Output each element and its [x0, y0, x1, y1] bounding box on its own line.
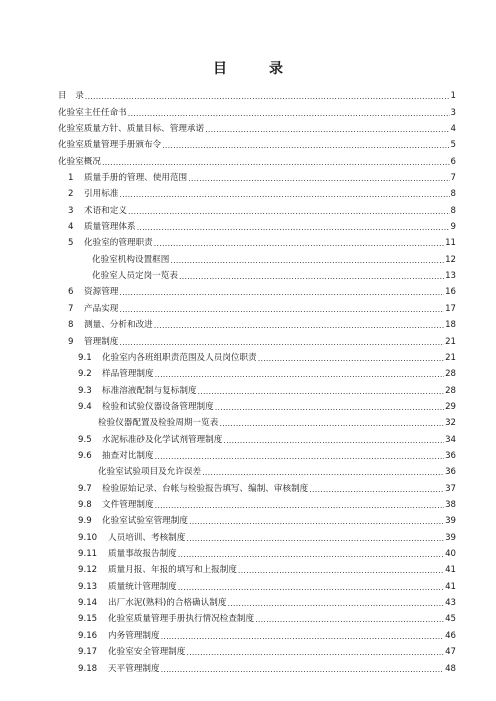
toc-entry-title: 化验室质量方针、质量目标、管理承诺 — [58, 123, 205, 134]
toc-entry-title: 化验室的管理职责 — [84, 238, 153, 249]
toc-entry[interactable] — [78, 560, 456, 576]
toc-entry-number: 9.10 — [78, 532, 98, 543]
toc-dot-leader — [119, 189, 449, 200]
toc-entry-title: 天平管理制度 — [108, 663, 160, 674]
toc-entry-number: 9.4 — [78, 401, 92, 412]
toc-page-number: 41 — [445, 565, 456, 576]
toc-entry-number: 7 — [68, 303, 74, 314]
toc-entry[interactable] — [78, 642, 456, 658]
toc-page-number: 36 — [445, 467, 456, 478]
toc-dot-leader — [102, 157, 450, 168]
toc-entry-title: 化验室内各班组职责范围及人员岗位职责 — [102, 352, 257, 363]
toc-dot-leader — [128, 206, 450, 217]
toc-page-number: 28 — [445, 369, 456, 380]
toc-entry[interactable] — [78, 609, 456, 625]
toc-page-number: 39 — [445, 516, 456, 527]
toc-entry-title: 检验仪器配置及检验周期一览表 — [98, 418, 219, 429]
toc-entry[interactable] — [78, 446, 456, 462]
toc-dot-leader — [219, 418, 444, 429]
toc-entry[interactable] — [78, 380, 456, 396]
toc-page-number: 6 — [450, 156, 456, 167]
toc-entry-number: 9.17 — [78, 647, 98, 658]
toc-page-number: 8 — [450, 205, 456, 216]
toc-page-number: 21 — [445, 336, 456, 347]
toc-entry[interactable] — [58, 119, 456, 135]
toc-entry[interactable] — [78, 658, 456, 674]
toc-entry-title: 样品管理制度 — [102, 369, 154, 380]
toc-page-number: 45 — [445, 614, 456, 625]
toc-dot-leader — [119, 337, 444, 348]
toc-entry[interactable] — [68, 233, 456, 249]
toc-page-number: 21 — [445, 352, 456, 363]
toc-entry[interactable] — [78, 397, 456, 413]
toc-entry-title: 水泥标准砂及化学试剂管理制度 — [102, 434, 223, 445]
toc-entry-title: 化验室主任任命书 — [58, 107, 127, 118]
toc-dot-leader — [128, 108, 450, 119]
toc-entry[interactable] — [68, 331, 456, 347]
toc-entry-number: 3 — [68, 205, 74, 216]
toc-entry[interactable] — [58, 135, 456, 151]
toc-page-number: 8 — [450, 189, 456, 200]
toc-entry-number: 9.14 — [78, 598, 98, 609]
toc-entry-title: 化验室试验室管理制度 — [102, 516, 188, 527]
toc-entry-title: 人员培训、考核制度 — [108, 532, 186, 543]
toc-dot-leader — [85, 91, 450, 102]
toc-dot-leader — [186, 647, 444, 658]
toc-dot-leader — [119, 304, 444, 315]
toc-entry-number: 5 — [68, 238, 74, 249]
toc-entry-number: 4 — [68, 222, 74, 233]
toc-dot-leader — [155, 451, 444, 462]
toc-page-number: 17 — [445, 303, 456, 314]
toc-entry[interactable] — [78, 593, 456, 609]
toc-entry[interactable] — [78, 495, 456, 511]
toc-dot-leader — [198, 386, 445, 397]
toc-entry-title: 化验室试验项目及允许误差 — [98, 467, 202, 478]
toc-page-number: 7 — [450, 173, 456, 184]
toc-entry-number: 9.15 — [78, 614, 98, 625]
toc-page-number: 48 — [445, 663, 456, 674]
toc-entry-title: 质量事故报告制度 — [108, 549, 177, 560]
toc-page-number: 37 — [445, 483, 456, 494]
toc-page-number: 29 — [445, 401, 456, 412]
toc-entry-title: 术语和定义 — [84, 205, 127, 216]
toc-entry-number: 9.11 — [78, 549, 98, 560]
toc-page-number: 41 — [445, 581, 456, 592]
toc-entry-title: 化验室机构设置框图 — [92, 254, 170, 265]
toc-dot-leader — [155, 369, 444, 380]
toc-page-number: 1 — [450, 91, 456, 102]
toc-entry-number: 9.16 — [78, 630, 98, 641]
toc-page-number: 47 — [445, 647, 456, 658]
toc-dot-leader — [178, 549, 444, 560]
toc-page-number: 11 — [445, 238, 456, 249]
toc-dot-leader — [155, 500, 444, 511]
toc-page-number: 13 — [445, 271, 456, 282]
toc-dot-leader — [309, 484, 444, 495]
toc-page-number: 5 — [450, 140, 456, 151]
toc-dot-leader — [255, 614, 444, 625]
toc-entry-number: 9.5 — [78, 434, 92, 445]
toc-entry-title: 测量、分析和改进 — [84, 320, 153, 331]
toc-entry-number: 1 — [68, 173, 74, 184]
toc-entry-number: 2 — [68, 189, 74, 200]
toc-entry[interactable] — [78, 626, 456, 642]
toc-entry-title: 引用标准 — [84, 189, 119, 200]
toc-entry-title: 化验室质量管理手册颁布令 — [58, 140, 162, 151]
toc-dot-leader — [205, 124, 449, 135]
toc-entry-number: 9.6 — [78, 450, 92, 461]
toc-dot-leader — [186, 533, 444, 544]
toc-entry-title: 质量手册的管理、使用范围 — [84, 173, 188, 184]
toc-entry-number: 9.9 — [78, 516, 92, 527]
toc-entry[interactable] — [78, 364, 456, 380]
toc-entry[interactable] — [92, 250, 456, 266]
toc-entry[interactable] — [68, 217, 456, 233]
toc-entry-number: 9.13 — [78, 581, 98, 592]
toc-entry-title: 质量管理体系 — [84, 222, 136, 233]
toc-entry-title: 抽查对比制度 — [102, 450, 154, 461]
toc-entry-number: 8 — [68, 320, 74, 331]
toc-dot-leader — [162, 140, 449, 151]
toc-entry[interactable] — [78, 429, 456, 445]
toc-entry-number: 9.3 — [78, 385, 92, 396]
toc-dot-leader — [154, 320, 444, 331]
toc-entry[interactable] — [68, 299, 456, 315]
toc-entry[interactable] — [68, 200, 456, 216]
toc-dot-leader — [161, 664, 444, 675]
toc-entry-title: 文件管理制度 — [102, 500, 154, 511]
toc-page-number: 46 — [445, 630, 456, 641]
toc-entry-number: 6 — [68, 287, 74, 298]
toc-entry[interactable] — [78, 527, 456, 543]
toc-entry-title: 内务管理制度 — [108, 630, 160, 641]
toc-entry[interactable] — [78, 348, 456, 364]
toc-page-number: 4 — [450, 123, 456, 134]
toc-dot-leader — [137, 222, 450, 233]
toc-entry-number: 9.1 — [78, 352, 92, 363]
toc-entry[interactable] — [68, 282, 456, 298]
toc-entry[interactable] — [78, 511, 456, 527]
toc-page-number: 32 — [445, 418, 456, 429]
toc-dot-leader — [188, 173, 449, 184]
toc-dot-leader — [179, 271, 444, 282]
toc-page-number: 18 — [445, 320, 456, 331]
page-title: 目 录 — [213, 61, 297, 77]
toc-page-number: 16 — [445, 287, 456, 298]
toc-dot-leader — [223, 435, 444, 446]
toc-entry[interactable] — [78, 478, 456, 494]
toc-page-number: 39 — [445, 532, 456, 543]
toc-entry-number: 9.7 — [78, 483, 92, 494]
toc-entry-number: 9.8 — [78, 500, 92, 511]
toc-entry[interactable] — [58, 151, 456, 167]
toc-page-number: 9 — [450, 222, 456, 233]
toc-entry-title: 质量月报、年报的填写和上报制度 — [108, 565, 237, 576]
toc-entry[interactable] — [98, 413, 456, 429]
toc-entry-number: 9.18 — [78, 663, 98, 674]
toc-entry[interactable] — [98, 462, 456, 478]
toc-page-number: 38 — [445, 500, 456, 511]
toc-dot-leader — [258, 353, 444, 364]
toc-entry[interactable] — [68, 315, 456, 331]
toc-entry-title: 管理制度 — [84, 336, 119, 347]
toc-entry[interactable] — [58, 86, 456, 102]
toc-dot-leader — [170, 255, 444, 266]
toc-entry-title: 出厂水泥(熟料)的合格确认制度 — [108, 598, 227, 609]
toc-page-number: 36 — [445, 450, 456, 461]
toc-entry[interactable] — [92, 266, 456, 282]
toc-dot-leader — [154, 238, 444, 249]
toc-dot-leader — [119, 287, 444, 298]
toc-entry-title: 质量统计管理制度 — [108, 581, 177, 592]
toc-entry-title: 资源管理 — [84, 287, 119, 298]
toc-entry-title: 产品实现 — [84, 303, 119, 314]
toc-dot-leader — [227, 598, 444, 609]
toc-entry[interactable] — [68, 184, 456, 200]
toc-dot-leader — [178, 582, 444, 593]
toc-dot-leader — [202, 467, 444, 478]
toc-entry-title: 化验室概况 — [58, 156, 101, 167]
toc-dot-leader — [161, 631, 444, 642]
toc-entry-title: 检验原始记录、台帐与检验报告填写、编制、审核制度 — [102, 483, 309, 494]
toc-page-number: 40 — [445, 549, 456, 560]
toc-entry[interactable] — [58, 102, 456, 118]
toc-entry-number: 9 — [68, 336, 74, 347]
toc-page-number: 34 — [445, 434, 456, 445]
toc-page-number: 43 — [445, 598, 456, 609]
toc-entry-title: 检验和试验仪器设备管理制度 — [102, 401, 214, 412]
toc-entry[interactable] — [78, 544, 456, 560]
toc-entry-title: 目 录 — [58, 91, 84, 102]
toc-entry-title: 化验室人员定岗一览表 — [92, 271, 178, 282]
toc-entry-title: 化验室安全管理制度 — [108, 647, 186, 658]
toc-dot-leader — [215, 402, 444, 413]
toc-entry[interactable] — [68, 168, 456, 184]
toc-entry-number: 9.2 — [78, 369, 92, 380]
toc-entry-title: 标准溶液配制与复标制度 — [102, 385, 197, 396]
toc-page-number: 12 — [445, 254, 456, 265]
toc-entry[interactable] — [78, 577, 456, 593]
toc-dot-leader — [238, 565, 444, 576]
toc-dot-leader — [189, 516, 444, 527]
toc-page-number: 28 — [445, 385, 456, 396]
toc-entry-number: 9.12 — [78, 565, 98, 576]
toc-entry-title: 化验室质量管理手册执行情况检查制度 — [108, 614, 255, 625]
toc-page-number: 3 — [450, 107, 456, 118]
